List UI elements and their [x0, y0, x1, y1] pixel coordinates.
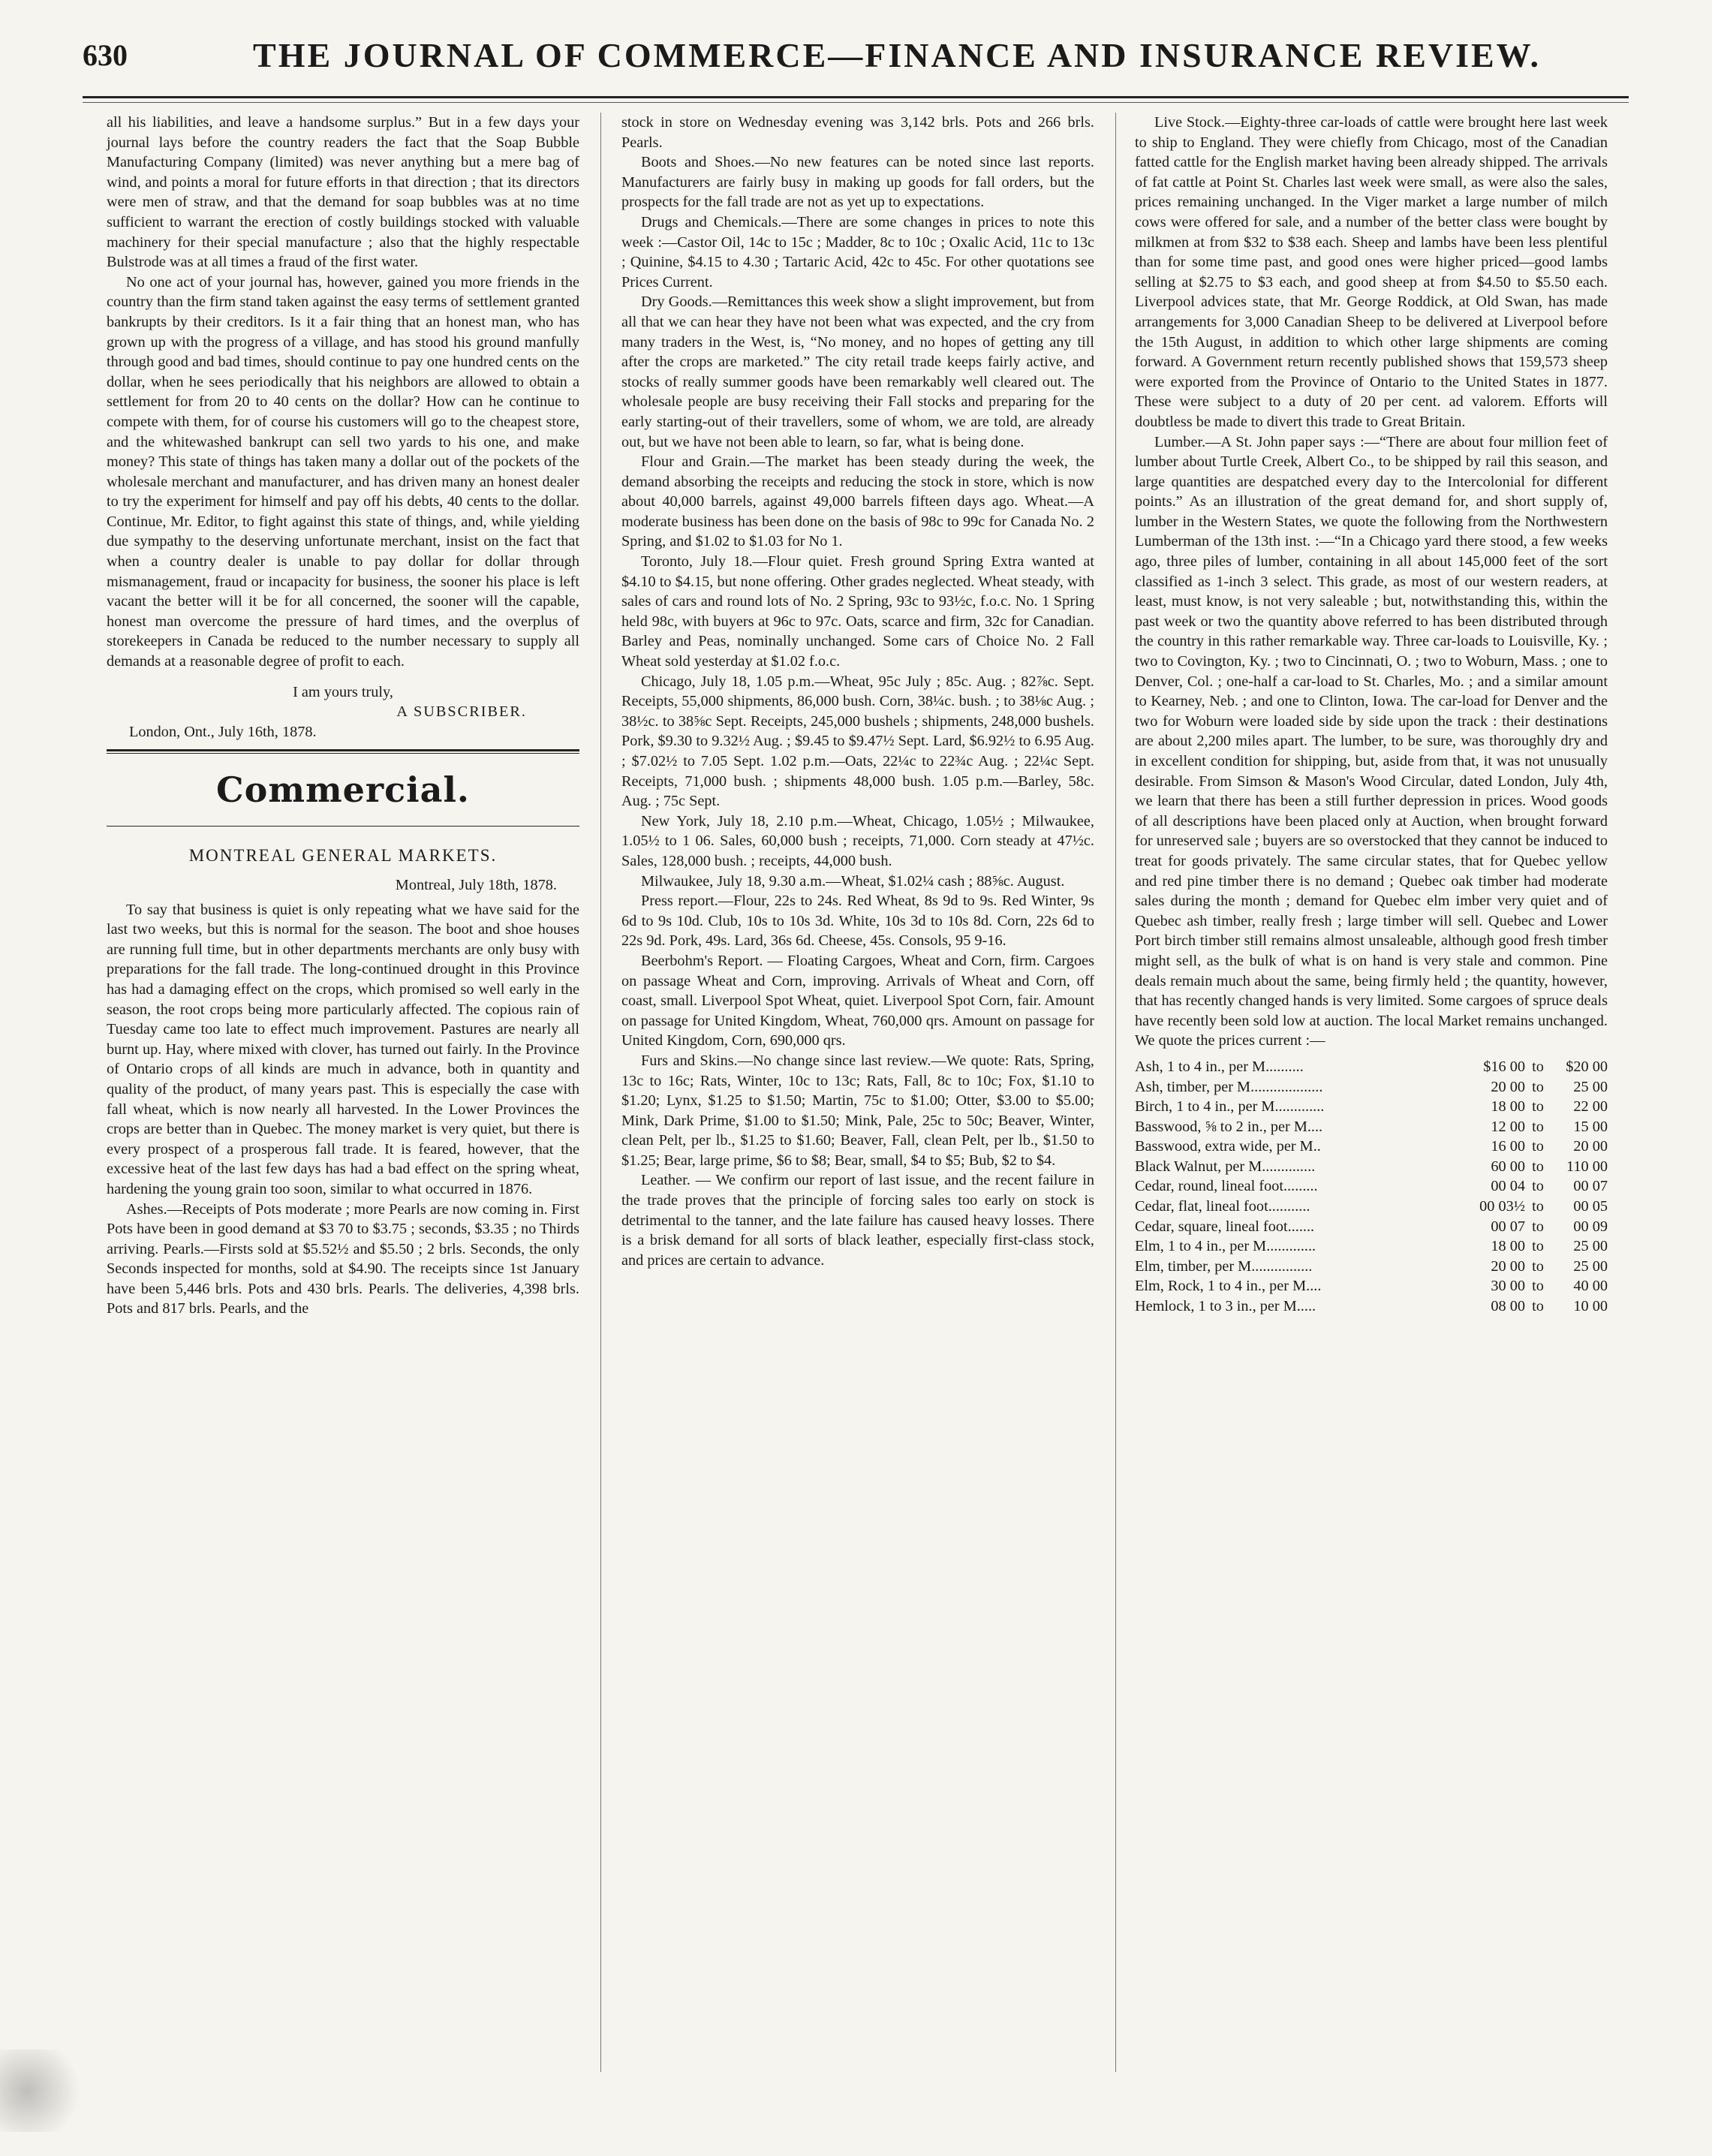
price-high: 20 00 — [1573, 1138, 1608, 1155]
price-high: $20 00 — [1566, 1058, 1608, 1075]
paper-stain — [0, 2049, 90, 2132]
price-to: to — [1532, 1138, 1544, 1155]
price-to: to — [1532, 1238, 1544, 1255]
market-paragraph: Lumber.—A St. John paper says :—“There are about four million feet of lumber about Turtle Creek, Albert Co., to be shipped by rail this season, and large quantities are despatched every day to the Intercolonial for different points.” As an illustration of the great demand for, and short supply of, lumber in the Western States, we quote the following from the Northwestern Lumberman of the 13th inst. :—“In a Chicago yard there stood, a few weeks ago, three piles of lumber, containing in all about 145,000 feet of the sort classified as 1-inch 3 select. This grade, as most of our western readers, at least, must know, is not very saleable ; but, notwithstanding this, within the past week or two the quantity above referred to has been distributed through the country in this rather remarkable way. Three car-loads to Louisville, Ky. ; two to Covington, Ky. ; two to Cincinnati, O. ; two to Woburn, Mass. ; one to Denver, Col. ; one-half a car-load to St. Charles, Mo. ; and a similar amount to Kearney, Neb. ; and one to Clinton, Iowa. The car-load for Denver and the two for Woburn were loaded side by side upon the track : their destinations are about 2,200 miles apart. The lumber, to be sure, was thoroughly dry and in excellent condition for shipping, but, aside from that, it was not unusually desirable. From Simson & Mason's Wood Circular, dated London, July 4th, we learn that there has been a still further depression in prices. Wood goods of all descriptions have been placed only at Auction, when brought forward for unreserved sale ; buyers are so overstocked that they cannot be induced to treat for goods privately. The same circular states, that for Quebec yellow and red pine timber there is no demand ; Quebec oak timber had moderate sales during the month ; demand for Quebec elm imber very quiet and of Quebec ash timber, really fresh ; large timber will sell. Quebec and Lower Port birch timber still remains almost unsaleable, although good fresh timber might sell, as the bulk of what is on hand is very stale and common. Pine deals remain much about the same, being firmly held ; the quantity, however, that has recently changed hands is very limited. Some cargoes of spruce deals have recently been sold low at auction. The local Market remains unchanged. We quote the prices current :— — [1135, 433, 1608, 1049]
price-to: to — [1532, 1178, 1544, 1195]
article-dateline: Montreal, July 18th, 1878. — [395, 877, 557, 893]
price-item: Basswood, extra wide, per M.. — [1135, 1138, 1321, 1155]
price-to: to — [1532, 1257, 1544, 1275]
header-rule — [83, 96, 1629, 98]
price-row — [1135, 1137, 1608, 1157]
price-to: to — [1532, 1098, 1544, 1116]
price-item: Birch, 1 to 4 in., per M............. — [1135, 1098, 1325, 1116]
price-row — [1135, 1276, 1608, 1296]
lumber-price-table — [1135, 1057, 1608, 1317]
price-low: 00 07 — [1491, 1218, 1525, 1235]
price-row — [1135, 1257, 1608, 1277]
price-item: Cedar, round, lineal foot......... — [1135, 1178, 1318, 1195]
market-paragraph: Furs and Skins.—No change since last review.—We quote: Rats, Spring, 13c to 16c; Rats, Winter, 10c to 13c; Rats, Fall, 8c to 10c; Fox, $1.10 to $1.20; Lynx, $1.25 to $1.50; Martin, 75c to $1.00; Otter, $3.00 to $5.00; Mink, Dark Prime, $1.00 to $1.50; Mink, Pale, 25c to 50c; Beaver, Winter, clean Pelt, per lb., $1.25 to $1.60; Beaver, Fall, clean Pelt, per lb., $1.50 to $1.25; Bear, large prime, $6 to $8; Bear, small, $4 to $5; Bub, $2 to $4. — [621, 1052, 1094, 1169]
price-row — [1135, 1296, 1608, 1317]
price-low: 60 00 — [1491, 1158, 1525, 1175]
price-item: Black Walnut, per M.............. — [1135, 1158, 1316, 1175]
price-item: Cedar, flat, lineal foot........... — [1135, 1198, 1310, 1215]
price-row — [1135, 1176, 1608, 1197]
price-low: 00 03½ — [1479, 1198, 1525, 1215]
price-row — [1135, 1057, 1608, 1077]
price-to: to — [1532, 1058, 1544, 1075]
column-1 — [107, 113, 579, 1319]
section-title: Commercial. — [216, 769, 470, 811]
market-paragraph: Chicago, July 18, 1.05 p.m.—Wheat, 95c July ; 85c. Aug. ; 82⅞c. Sept. Receipts, 55,000 shipments, 86,000 bush. Corn, 38¼c. bush. ; to 38⅛c Aug. ; 38½c. to 38⅝c Sept. Receipts, 245,000 bushels ; shipments, 248,000 bushels. Pork, $9.30 to 9.32½ Aug. ; $9.45 to $9.47½ Sept. Lard, $6.92½ to 6.95 Aug. ; $7.02½ to 7.05 Sept. 1.02 p.m.—Oats, 22¼c to 22¾c Aug. ; 22¼c Sept. Receipts, 71,000 bush. ; shipments 48,000 bush. 1.05 p.m.—Barley, 58c. Aug. ; 75c Sept. — [621, 673, 1094, 810]
price-low: 20 00 — [1491, 1257, 1525, 1275]
section-rule — [107, 749, 579, 751]
running-title: THE JOURNAL OF COMMERCE—FINANCE AND INSURANCE REVIEW. — [253, 35, 1541, 74]
price-low: 20 00 — [1491, 1078, 1525, 1095]
market-paragraph: stock in store on Wednesday evening was 3,142 brls. Pots and 266 brls. Pearls. — [621, 114, 1094, 151]
price-item: Ash, timber, per M................... — [1135, 1078, 1323, 1095]
price-high: 00 07 — [1573, 1178, 1608, 1195]
section-rule-thin — [107, 753, 579, 754]
header-rule-thin — [83, 102, 1629, 103]
price-low: 18 00 — [1491, 1098, 1525, 1116]
market-paragraph: To say that business is quiet is only repeating what we have said for the last two weeks, but this is normal for the season. The boot and shoe houses are running full time, but in other departments merchants are only busy with preparations for the fall trade. The long-continued drought in this Province has had a damaging effect on the crops, which promised so well early in the season, the root crops being more particularly affected. The copious rain of Tuesday came too late to effect much improvement. Pastures are nearly all burnt up. Hay, where mixed with clover, has turned out fairly. In the Province of Ontario crops of all kinds are much in advance, both in quantity and quality of the product, of many years past. This is especially the case with fall wheat, which is now nearly all harvested. In the Lower Provinces the crops are better than in Quebec. The money market is very quiet, but there is every prospect of a prosperous fall trade. It is feared, however, that the excessive heat of the last few days has had a bad effect on the spring wheat, hardening the young grain too soon, similar to what occurred in 1876. — [107, 901, 579, 1197]
letter-closing: I am yours truly, — [293, 683, 393, 700]
price-item: Ash, 1 to 4 in., per M.......... — [1135, 1058, 1304, 1075]
market-paragraph: New York, July 18, 2.10 p.m.—Wheat, Chicago, 1.05½ ; Milwaukee, 1.05½ to 1 06. Sales, 60,000 bush ; receipts, 71,000. Corn steady at 47½c. Sales, 128,000 bush. ; receipts, 44,000 bush. — [621, 812, 1094, 869]
price-row — [1135, 1197, 1608, 1217]
price-to: to — [1532, 1218, 1544, 1235]
price-item: Hemlock, 1 to 3 in., per M..... — [1135, 1298, 1316, 1315]
price-item: Elm, 1 to 4 in., per M............. — [1135, 1238, 1316, 1255]
letter-paragraph: No one act of your journal has, however, gained you more friends in the country than the firm stand taken against the easy terms of settlement granted bankrupts by their creditors. Is it a fair thing that an honest man, who has grown up with the progress of a village, and has stood his ground manfully through good and bad times, should continue to pay one hundred cents on the dollar, when he sees periodically that his neighbors are allowed to obtain a settlement for from 20 to 40 cents on the dollar? How can he continue to compete with them, for of course his customers will go to the cheapest store, and the whitewashed bankrupt can sell two yards to his one, and make money? This state of things has taken many a dollar out of the pockets of the wholesale merchant and manufacturer, and has driven many an honest dealer to try the experiment for himself and pay off his debts, 40 cents to the dollar. Continue, Mr. Editor, to fight against this state of things, and, while yielding due sympathy to the deserving unfortunate merchant, insist on the fact that when a country dealer is unable to pay dollar for dollar through mismanagement, fraud or incapacity for business, the sooner his place is left vacant the better will it be for all concerned, the sooner will the capable, honest man overcome the pressure of hard times, and the overplus of storekeepers in Canada be reduced to the number necessary to supply all demands at a reasonable degree of profit to each. — [107, 273, 579, 670]
price-low: 00 04 — [1491, 1178, 1525, 1195]
price-row — [1135, 1236, 1608, 1257]
page-header — [83, 21, 1629, 89]
page-number: 630 — [83, 38, 128, 72]
price-high: 25 00 — [1573, 1078, 1608, 1095]
letter-place-date: London, Ont., July 16th, 1878. — [129, 723, 317, 740]
price-item: Basswood, ⅝ to 2 in., per M.... — [1135, 1118, 1323, 1135]
price-row — [1135, 1157, 1608, 1177]
price-high: 25 00 — [1573, 1257, 1608, 1275]
price-high: 25 00 — [1573, 1238, 1608, 1255]
market-paragraph: Boots and Shoes.—No new features can be noted since last reports. Manufacturers are fairly busy in making up goods for fall orders, but the prospects for the fall trade are not as yet up to expectations. — [621, 154, 1094, 211]
market-paragraph: Flour and Grain.—The market has been steady during the week, the demand absorbing the receipts and reducing the stock in store, which is now about 40,000 barrels, against 49,000 barrels fifteen days ago. Wheat.—A moderate business has been done on the basis of 98c to 99c for Canada No. 2 Spring, and $1.02 to $1.03 for No 1. — [621, 453, 1094, 550]
market-paragraph: Leather. — We confirm our report of last issue, and the recent failure in the trade proves that the principle of forcing sales too early on stock is detrimental to the tanner, and the late failure has caused heavy losses. There is a brisk demand for all sorts of black leather, especially first-class stock, and prices are certain to advance. — [621, 1172, 1094, 1269]
market-paragraph: Toronto, July 18.—Flour quiet. Fresh ground Spring Extra wanted at $4.10 to $4.15, but none offering. Other grades neglected. Wheat steady, with sales of cars and round lots of No. 2 Spring, 93c to 93½c, f.o.c. No. 1 Spring held 98c, with buyers at 96c to 97c. Oats, scarce and firm, 32c for Canadian. Barley and Peas, nominally unchanged. Some cars of Choice No. 2 Fall Wheat sold yesterday at $1.02 f.o.c. — [621, 553, 1094, 670]
price-low: 18 00 — [1491, 1238, 1525, 1255]
column-divider — [600, 113, 601, 2072]
price-item: Cedar, square, lineal foot....... — [1135, 1218, 1315, 1235]
price-low: 08 00 — [1491, 1298, 1525, 1315]
market-paragraph: Live Stock.—Eighty-three car-loads of cattle were brought here last week to ship to England. They were chiefly from Chicago, most of the Canadian fatted cattle for the English market having been already shipped. The arrivals of fat cattle at Point St. Charles last week were small, as were also the sales, prices remaining unchanged. In the Viger market a large number of milch cows were offered for sale, and a number of the better class were bought by milkmen at from $32 to $38 each. Sheep and lambs have been less plentiful than for some time past, and good ones were higher priced—good lambs selling at $2.75 to $3 each, and good sheep at from $4.50 to $5.50 each. Liverpool advices state, that Mr. George Roddick, at Old Swan, has made arrangements for 3,000 Canadian Sheep to be delivered at Liverpool before the 15th August, in addition to which other large shipments are coming forward. A Government return recently published shows that 159,573 sheep were exported from the Province of Ontario to the United States in 1877. These were subject to a duty of 20 per cent. ad valorem. Efforts will doubtless be made to divert this trade to Great Britain. — [1135, 114, 1608, 430]
price-to: to — [1532, 1198, 1544, 1215]
price-low: 30 00 — [1491, 1278, 1525, 1295]
column-2 — [621, 113, 1094, 1270]
price-high: 40 00 — [1573, 1278, 1608, 1295]
price-low: $16 00 — [1483, 1058, 1525, 1075]
market-paragraph: Milwaukee, July 18, 9.30 a.m.—Wheat, $1.02¼ cash ; 88⅝c. August. — [641, 872, 1065, 890]
price-row — [1135, 1217, 1608, 1237]
price-item: Elm, timber, per M................ — [1135, 1257, 1313, 1275]
column-3 — [1135, 113, 1608, 1317]
price-low: 16 00 — [1491, 1138, 1525, 1155]
price-low: 12 00 — [1491, 1118, 1525, 1135]
letter-signature: A SUBSCRIBER. — [396, 703, 527, 721]
column-divider — [1115, 113, 1116, 2072]
letter-paragraph: all his liabilities, and leave a handsome surplus.” But in a few days your journal lays before the country readers the fact that the Soap Bubble Manufacturing Company (limited) was never anything but a mere bag of wind, and points a moral for future efforts in that direction ; that its directors were men of straw, and that the demand for soap bubbles was at no time sufficient to warrant the erection of costly buildings stocked with valuable machinery for their special manufacture ; also that the highly respectable Bulstrode was at all times a fraud of the first water. — [107, 114, 579, 271]
section-rule — [107, 826, 579, 827]
market-paragraph: Press report.—Flour, 22s to 24s. Red Wheat, 8s 9d to 9s. Red Winter, 9s 6d to 9s 10d. Club, 10s to 10s 3d. White, 10s 3d to 10s 8d. Corn, 22s 6d to 22s 9d. Pork, 49s. Lard, 36s 6d. Cheese, 45s. Consols, 95 9-16. — [621, 893, 1094, 950]
price-high: 15 00 — [1573, 1118, 1608, 1135]
price-row — [1135, 1077, 1608, 1098]
price-to: to — [1532, 1278, 1544, 1295]
price-row — [1135, 1097, 1608, 1117]
market-paragraph: Drugs and Chemicals.—There are some changes in prices to note this week :—Castor Oil, 14c to 15c ; Madder, 8c to 10c ; Oxalic Acid, 11c to 13c ; Quinine, $4.15 to 4.30 ; Tartaric Acid, 42c to 45c. For other quotations see Prices Current. — [621, 213, 1094, 291]
price-high: 00 09 — [1573, 1218, 1608, 1235]
article-headline: MONTREAL GENERAL MARKETS. — [188, 846, 498, 866]
price-to: to — [1532, 1078, 1544, 1095]
price-high: 110 00 — [1566, 1158, 1608, 1175]
price-high: 00 05 — [1573, 1198, 1608, 1215]
market-paragraph: Beerbohm's Report. — Floating Cargoes, Wheat and Corn, firm. Cargoes on passage Wheat and Corn, improving. Arrivals of Wheat and Corn, off coast, small. Liverpool Spot Wheat, quiet. Liverpool Spot Corn, fair. Amount on passage for United Kingdom, Wheat, 760,000 qrs. Amount on passage for United Kingdom, Corn, 690,000 qrs. — [621, 952, 1094, 1049]
price-item: Elm, Rock, 1 to 4 in., per M.... — [1135, 1278, 1322, 1295]
price-high: 10 00 — [1573, 1298, 1608, 1315]
market-paragraph: Dry Goods.—Remittances this week show a slight improvement, but from all that we can hear they have not been what was expected, and the cry from many traders in the West, is, “No money, and no hopes of getting any till after the crops are marketed.” The city retail trade keeps fairly active, and stocks of really summer goods have been remarkably well cleared out. The wholesale people are busy receiving their Fall stocks and preparing for the early starting-out of their travellers, some of whom, we are told, are already out, but we have not been able to learn, so far, what is being done. — [621, 294, 1094, 450]
price-high: 22 00 — [1573, 1098, 1608, 1116]
price-to: to — [1532, 1298, 1544, 1315]
price-row — [1135, 1117, 1608, 1137]
market-paragraph: Ashes.—Receipts of Pots moderate ; more Pearls are now coming in. First Pots have been in good demand at $3 70 to $3.75 ; seconds, $3.35 ; no Thirds arriving. Pearls.—Firsts sold at $5.52½ and $5.50 ; 2 brls. Seconds, the only Seconds inspected for months, sold at $4.90. The receipts since 1st January have been 5,446 brls. Pots and 430 brls. Pearls. The deliveries, 4,398 brls. Pots and 817 brls. Pearls, and the — [107, 1200, 579, 1317]
price-to: to — [1532, 1158, 1544, 1175]
price-to: to — [1532, 1118, 1544, 1135]
